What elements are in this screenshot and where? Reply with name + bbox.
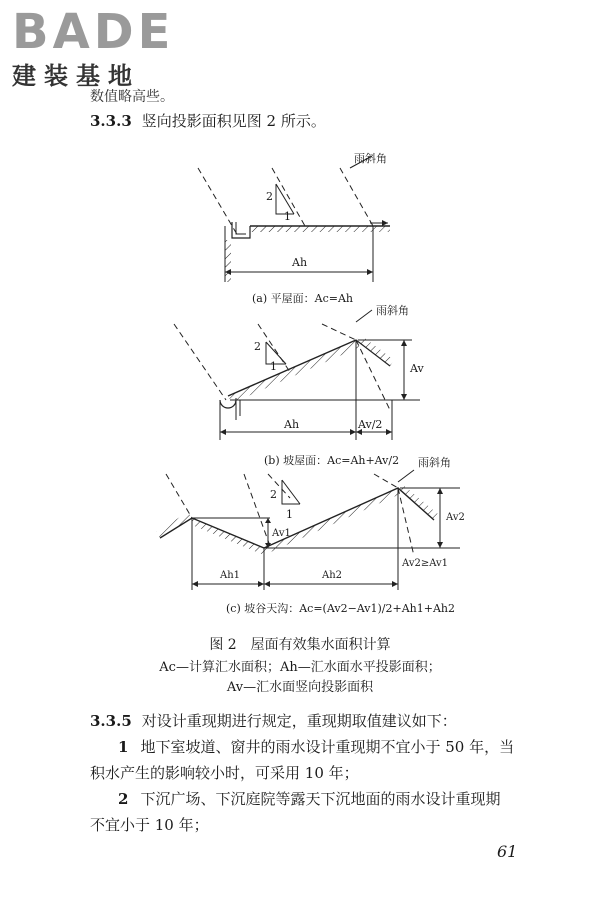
av-label-b: Av <box>410 362 424 375</box>
list-item-text-line-1: 下沉广场、下沉庭院等露天下沉地面的雨水设计重现期 <box>140 790 501 808</box>
diagram-c-valley-gutter <box>156 470 460 590</box>
caption-c: (c) 坡谷天沟：Ac=(Av2−Av1)/2+Ah1+Ah2 <box>226 602 455 615</box>
ah2-label-c: Ah2 <box>322 570 343 581</box>
ah-label-a: Ah <box>292 256 308 269</box>
list-item-1 <box>90 734 570 786</box>
caption-a: (a) 平屋面：Ac=Ah <box>252 292 353 305</box>
av1-label-c: Av1 <box>272 528 291 539</box>
logo-subtitle: 建装基地 <box>12 62 140 90</box>
rain-angle-label-c: 雨斜角 <box>418 456 451 469</box>
clipped-text-line: 数值略高些。 <box>90 89 174 105</box>
list-item-text-line-2: 不宜小于 10 年； <box>90 816 209 834</box>
figure-title: 图 2 屋面有效集水面积计算 <box>209 637 391 653</box>
section-text: 竖向投影面积见图 2 所示。 <box>141 112 326 130</box>
slope-label-2-a: 2 <box>266 190 273 203</box>
rain-angle-label-b: 雨斜角 <box>376 304 409 317</box>
slope-label-1-c: 1 <box>286 508 293 521</box>
section-number: 3.3.3 <box>90 112 132 130</box>
ah1-label-c: Ah1 <box>220 570 241 581</box>
rain-angle-label-a: 雨斜角 <box>354 152 387 165</box>
section-text: 对设计重现期进行规定，重现期取值建议如下： <box>141 712 457 730</box>
ah-label-b: Ah <box>284 418 300 431</box>
page-number: 61 <box>497 842 518 861</box>
section-3-3-5 <box>90 708 457 734</box>
slope-label-2-b: 2 <box>254 340 261 353</box>
list-item-text-line-2: 积水产生的影响较小时，可采用 10 年； <box>90 764 359 782</box>
av2-label-c: Av2 <box>446 512 465 523</box>
list-item-number: 1 <box>118 738 129 756</box>
list-item-2 <box>90 786 570 838</box>
list-item-number: 2 <box>118 790 129 808</box>
slope-label-1-b: 1 <box>270 360 277 373</box>
list-item-text-line-1: 地下室坡道、窗井的雨水设计重现期不宜小于 50 年，当 <box>140 738 515 756</box>
caption-b: (b) 坡屋面：Ac=Ah+Av/2 <box>264 454 400 467</box>
slope-label-2-c: 2 <box>270 488 277 501</box>
condition-label-c: Av2≥Av1 <box>402 558 449 569</box>
slope-label-1-a: 1 <box>284 210 291 223</box>
figure-legend-line-1: Ac—计算汇水面积；Ah—汇水面水平投影面积； <box>159 660 441 675</box>
logo-wordmark: BADE <box>12 4 175 60</box>
figure-legend-line-2: Av—汇水面竖向投影面积 <box>226 680 374 695</box>
section-number: 3.3.5 <box>90 712 132 730</box>
av-half-label-b: Av/2 <box>358 418 383 431</box>
